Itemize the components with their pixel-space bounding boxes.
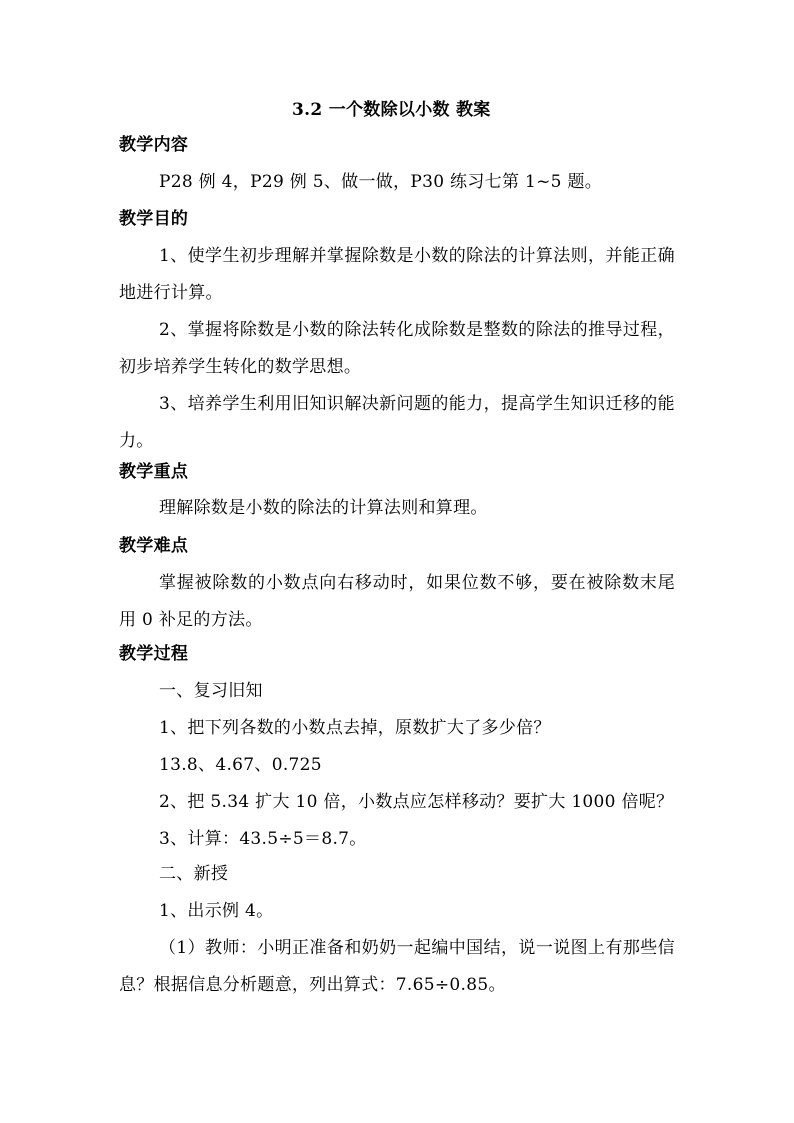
goal-item-2: 2、掌握将除数是小数的除法转化成除数是整数的除法的推导过程，初步培养学生转化的数学思想。 bbox=[119, 320, 675, 377]
process-line-numbers: 13.8、4.67、0.725 bbox=[159, 755, 322, 775]
process-line-review: 一、复习旧知 bbox=[159, 681, 263, 701]
teacher-paragraph: （1）教师：小明正准备和奶奶一起编中国结，说一说图上有那些信息？根据信息分析题意，列出算式：7.65÷0.85。 bbox=[119, 938, 675, 995]
teaching-content-text: P28 例 4，P29 例 5、做一做，P30 练习七第 1~5 题。 bbox=[159, 172, 603, 192]
process-line-new-lesson: 二、新授 bbox=[159, 864, 229, 884]
difficulties-text: 掌握被除数的小数点向右移动时，如果位数不够，要在被除数末尾用 0 补足的方法。 bbox=[119, 573, 675, 630]
heading-teaching-content: 教学内容 bbox=[119, 135, 189, 155]
heading-key-points: 教学重点 bbox=[119, 462, 189, 482]
key-points-text: 理解除数是小数的除法的计算法则和算理。 bbox=[159, 498, 488, 518]
heading-difficulties: 教学难点 bbox=[119, 536, 189, 556]
process-line-question-3: 3、计算：43.5÷5＝8.7。 bbox=[159, 829, 367, 849]
process-line-example-4: 1、出示例 4。 bbox=[159, 901, 274, 921]
heading-teaching-process: 教学过程 bbox=[119, 644, 189, 664]
document-title: 3.2 一个数除以小数 教案 bbox=[292, 100, 491, 120]
goal-item-3: 3、培养学生利用旧知识解决新问题的能力，提高学生知识迁移的能力。 bbox=[119, 394, 675, 451]
goal-item-1: 1、使学生初步理解并掌握除数是小数的除法的计算法则，并能正确地进行计算。 bbox=[119, 246, 675, 303]
heading-teaching-goals: 教学目的 bbox=[119, 209, 189, 229]
process-line-question-1: 1、把下列各数的小数点去掉，原数扩大了多少倍？ bbox=[159, 718, 551, 738]
process-line-question-2: 2、把 5.34 扩大 10 倍，小数点应怎样移动？要扩大 1000 倍呢？ bbox=[159, 792, 674, 812]
